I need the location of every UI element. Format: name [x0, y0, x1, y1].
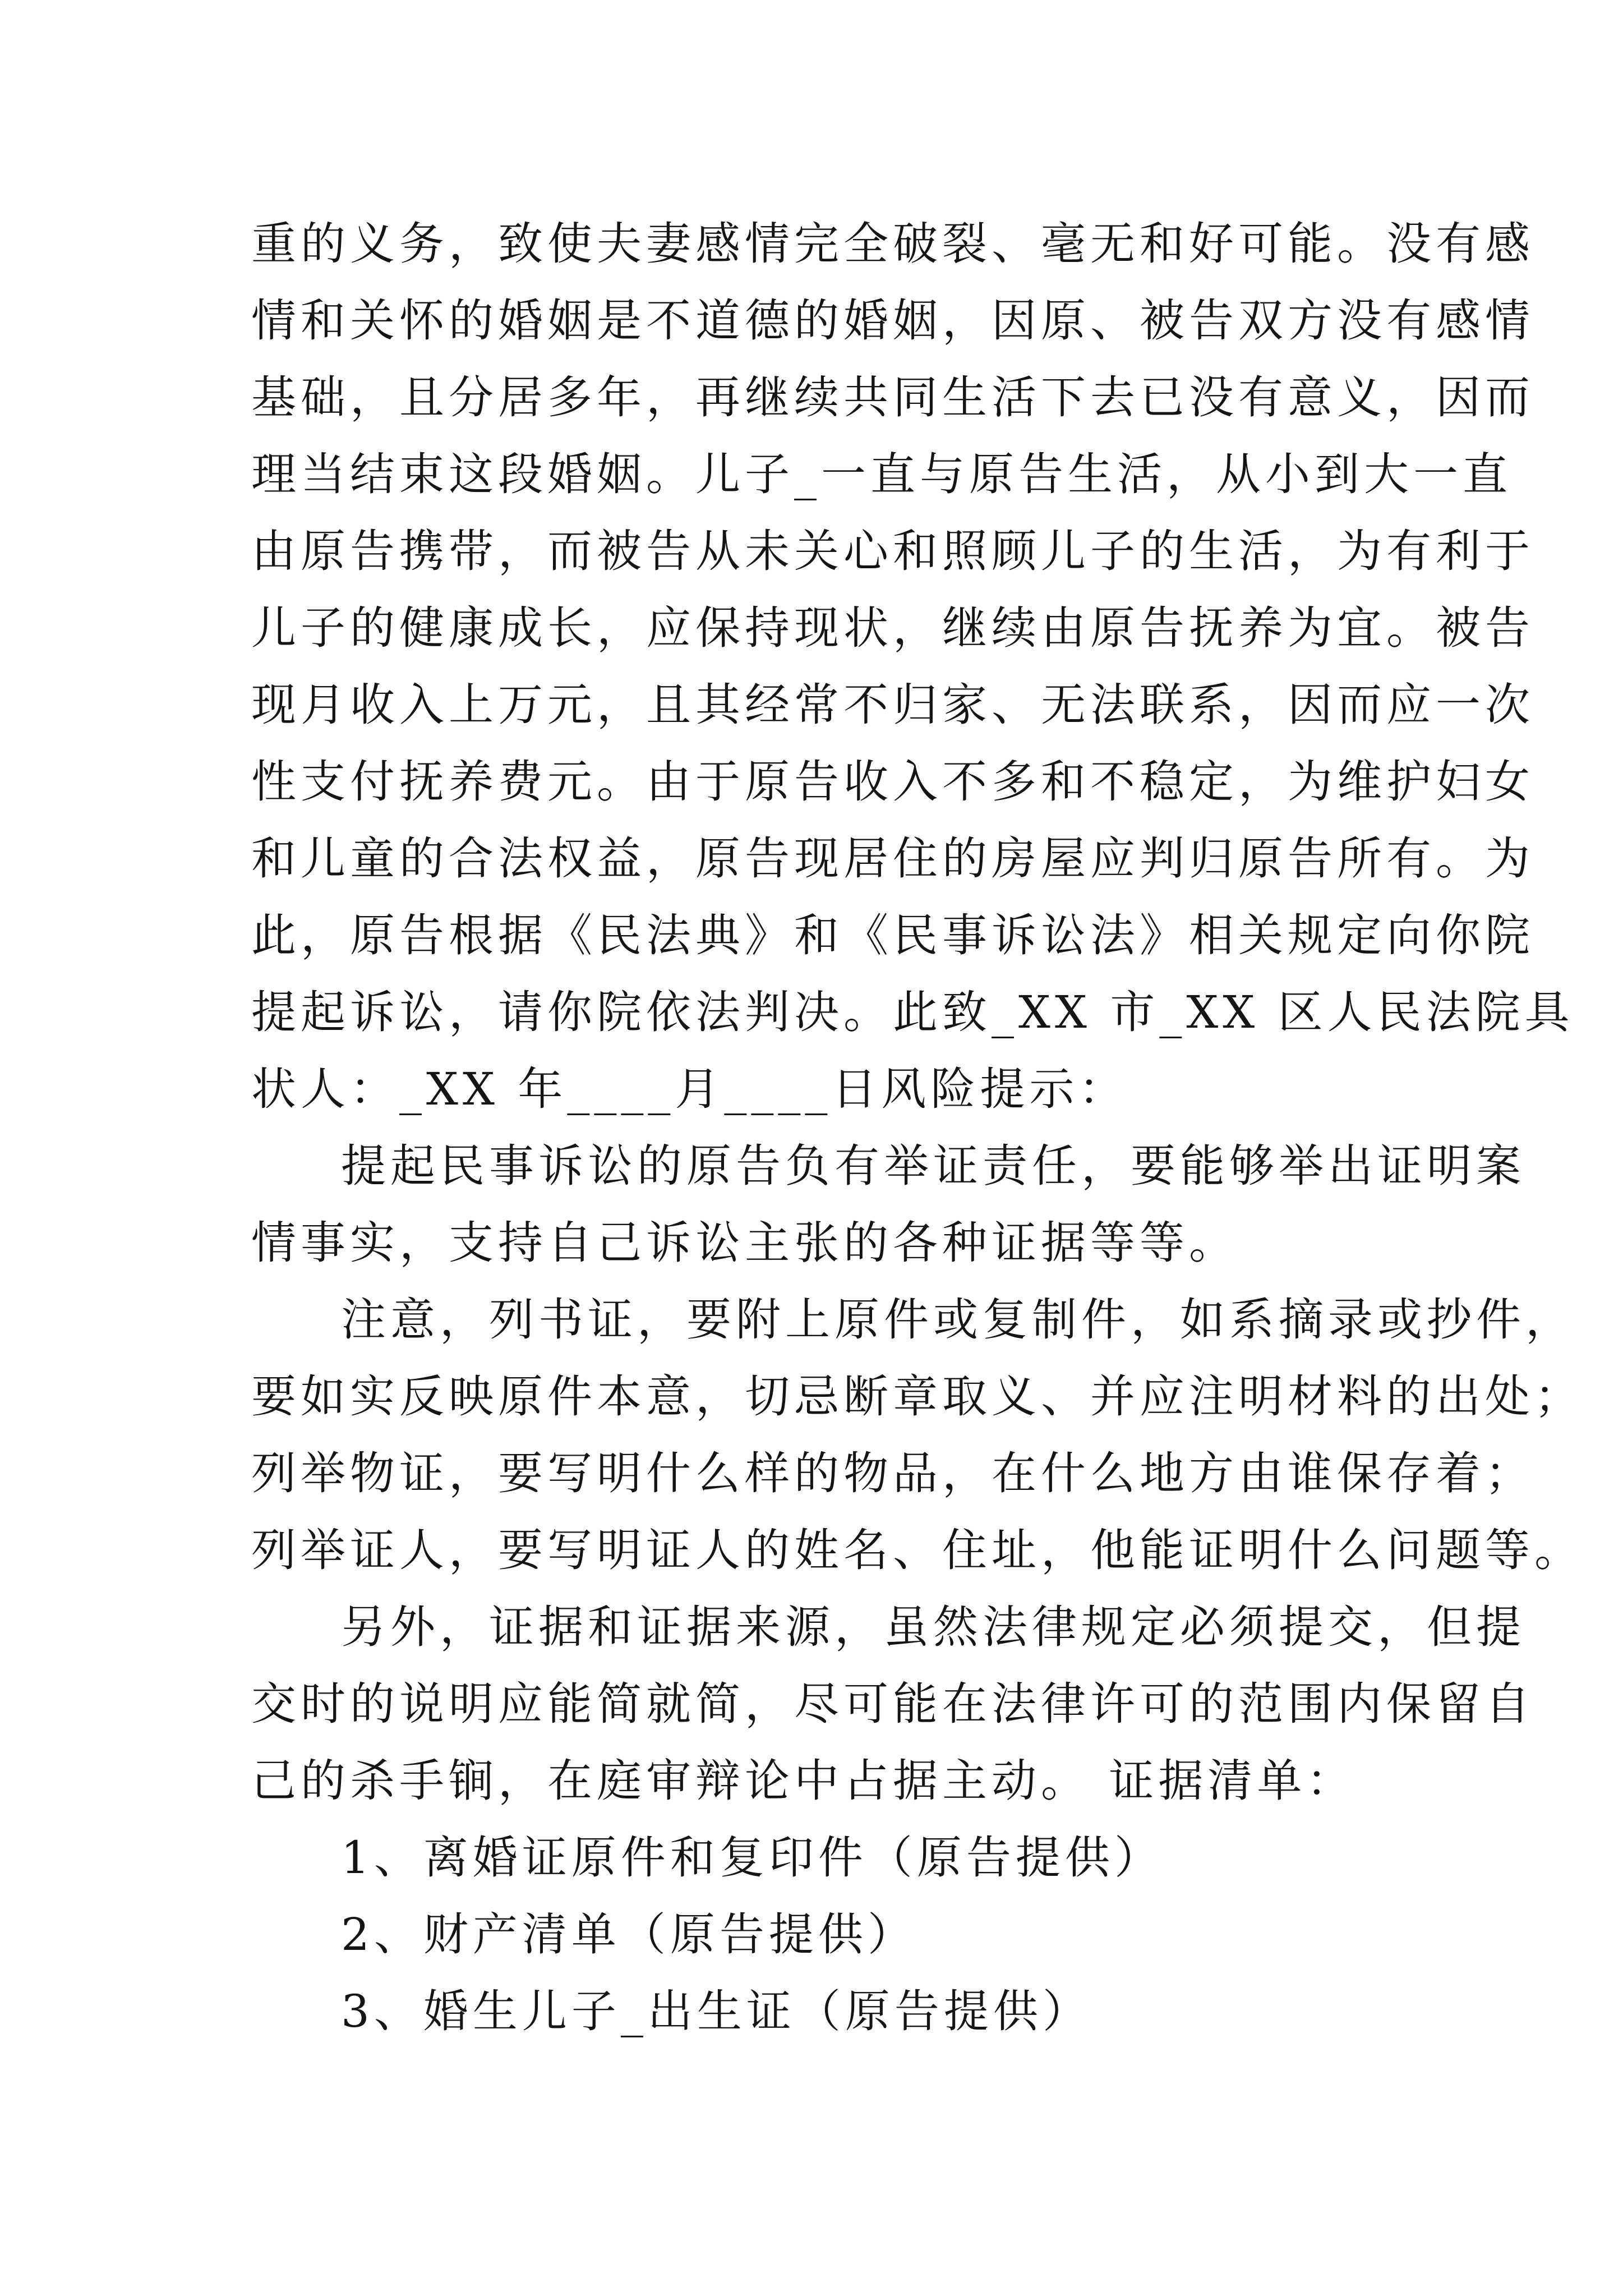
text-line: 注意，列书证，要附上原件或复制件，如系摘录或抄件，	[341, 1294, 1575, 1346]
document-page	[251, 205, 1584, 2050]
text-line: 性支付抚养费元。由于原告收入不多和不稳定，为维护妇女	[251, 756, 1534, 808]
text-line: 提起诉讼，请你院依法判决。此致_XX 市_XX 区人民法院具	[251, 986, 1574, 1038]
text-line: 和儿童的合法权益，原告现居住的房屋应判归原告所有。为	[251, 832, 1534, 885]
text-line: 儿子的健康成长，应保持现状，继续由原告抚养为宜。被告	[251, 602, 1534, 654]
list-item: 1、离婚证原件和复印件（原告提供）	[341, 1832, 1164, 1884]
text-line: 此，原告根据《民法典》和《民事诉讼法》相关规定向你院	[251, 909, 1534, 961]
paragraph-petition-body	[251, 205, 1574, 1128]
text-line: 现月收入上万元，且其经常不归家、无法联系，因而应一次	[251, 679, 1534, 731]
paragraph-burden-of-proof	[251, 1128, 1525, 1281]
text-line: 提起民事诉讼的原告负有举证责任，要能够举出证明案	[341, 1140, 1525, 1192]
text-line: 状人：_XX 年____月____日风险提示：	[251, 1063, 1128, 1115]
text-line: 情和关怀的婚姻是不道德的婚姻，因原、被告双方没有感情	[251, 295, 1534, 347]
evidence-list	[251, 1819, 1384, 2050]
paragraph-evidence-notes	[251, 1281, 1584, 1589]
text-line: 己的杀手锏，在庭审辩论中占据主动。 证据清单：	[251, 1755, 1356, 1807]
text-line: 由原告携带，而被告从未关心和照顾儿子的生活，为有利于	[251, 525, 1534, 577]
text-line: 情事实，支持自己诉讼主张的各种证据等等。	[251, 1217, 1238, 1269]
text-line: 要如实反映原件本意，切忌断章取义、并应注明材料的出处；	[251, 1370, 1584, 1423]
text-line: 理当结束这段婚姻。儿子_一直与原告生活，从小到大一直	[251, 448, 1512, 500]
text-line: 另外，证据和证据来源，虽然法律规定必须提交，但提	[341, 1601, 1525, 1653]
text-line: 列举证人，要写明证人的姓名、住址，他能证明什么问题等。	[251, 1524, 1584, 1576]
text-line: 重的义务，致使夫妻感情完全破裂、毫无和好可能。没有感	[251, 218, 1534, 270]
text-line: 基础，且分居多年，再继续共同生活下去已没有意义，因而	[251, 371, 1534, 424]
text-line: 交时的说明应能简就简，尽可能在法律许可的范围内保留自	[251, 1678, 1534, 1730]
list-item: 2、财产清单（原告提供）	[341, 1908, 917, 1961]
text-line: 列举物证，要写明什么样的物品，在什么地方由谁保存着；	[251, 1447, 1534, 1499]
list-item: 3、婚生儿子_出生证（原告提供）	[341, 1985, 1092, 2037]
paragraph-evidence-strategy	[251, 1589, 1534, 1819]
